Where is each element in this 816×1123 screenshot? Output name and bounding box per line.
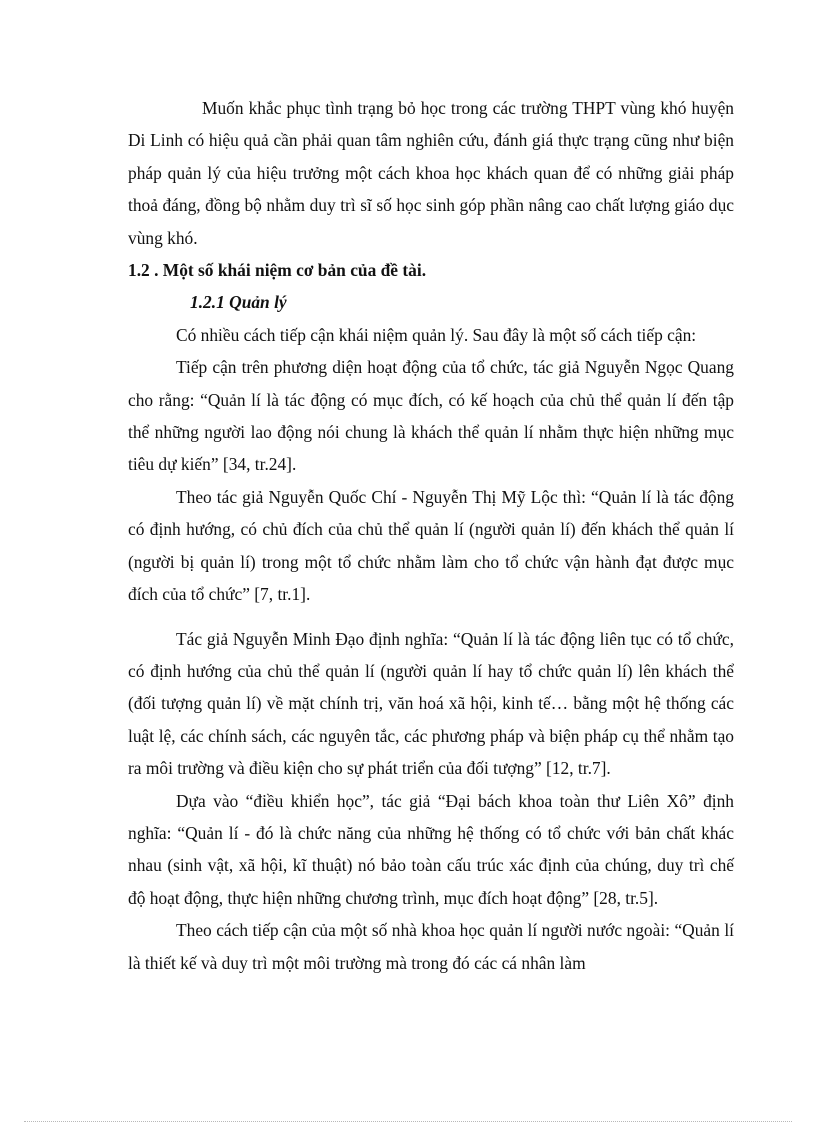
section-heading: 1.2 . Một số khái niệm cơ bản của đề tài. [128, 260, 427, 281]
paragraph-approaches: Có nhiều cách tiếp cận khái niệm quản lý. Sau đây là một số cách tiếp cận: [176, 324, 697, 345]
page-bottom-divider [24, 1121, 792, 1122]
subsection-heading: 1.2.1 Quản lý [190, 292, 287, 313]
paragraph-quote-encyclopedia: Dựa vào “điều khiển học”, tác giả “Đại bách khoa toàn thư Liên Xô” định nghĩa: “Quản lí - đó là chức năng của những hệ thống có tổ chức với bản chất khác nhau (sinh vật, xã hội, kĩ thuật) nó bảo toàn cấu trúc xác định của chúng, duy trì chế độ hoạt động, thực hiện những chương trình, mục đích hoạt động” [28, tr.5]. [128, 790, 734, 908]
paragraph-quote-dao: Tác giả Nguyễn Minh Đạo định nghĩa: “Quản lí là tác động liên tục có tổ chức, có định hướng của chủ thể quản lí (người quản lí hay tổ chức quản lí) lên khách thể (đối tượng quản lí) về mặt chính trị, văn hoá xã hội, kinh tế… bằng một hệ thống các luật lệ, các chính sách, các nguyên tắc, các phương pháp và biện pháp cụ thể nhằm tạo ra môi trường và điều kiện cho sự phát triển của đối tượng” [12, tr.7]. [128, 628, 734, 779]
page-body [128, 92, 734, 979]
paragraph-quote-foreign: Theo cách tiếp cận của một số nhà khoa học quản lí người nước ngoài: “Quản lí là thiết kế và duy trì một môi trường mà trong đó các cá nhân làm [128, 920, 734, 973]
paragraph-intro: Muốn khắc phục tình trạng bỏ học trong các trường THPT vùng khó huyện Di Linh có hiệu quả cần phải quan tâm nghiên cứu, đánh giá thực trạng cũng như biện pháp quản lý của hiệu trưởng một cách khoa học khách quan để có những giải pháp thoả đáng, đồng bộ nhằm duy trì sĩ số học sinh góp phần nâng cao chất lượng giáo dục vùng khó. [128, 98, 734, 248]
paragraph-quote-quang: Tiếp cận trên phương diện hoạt động của tổ chức, tác giả Nguyễn Ngọc Quang cho rằng: “Quản lí là tác động có mục đích, có kế hoạch của chủ thể quản lí đến tập thể những người lao động nói chung là khách thể quản lí nhằm thực hiện những mục tiêu dự kiến” [34, tr.24]. [128, 357, 734, 475]
paragraph-gap [128, 611, 734, 623]
paragraph-quote-chi-loc: Theo tác giả Nguyễn Quốc Chí - Nguyễn Thị Mỹ Lộc thì: “Quản lí là tác động có định hướng, có chủ đích của chủ thể quản lí (người quản lí) đến khách thể quản lí (người bị quản lí) trong một tổ chức nhằm làm cho tổ chức vận hành đạt được mục đích của tổ chức” [7, tr.1]. [128, 486, 734, 605]
